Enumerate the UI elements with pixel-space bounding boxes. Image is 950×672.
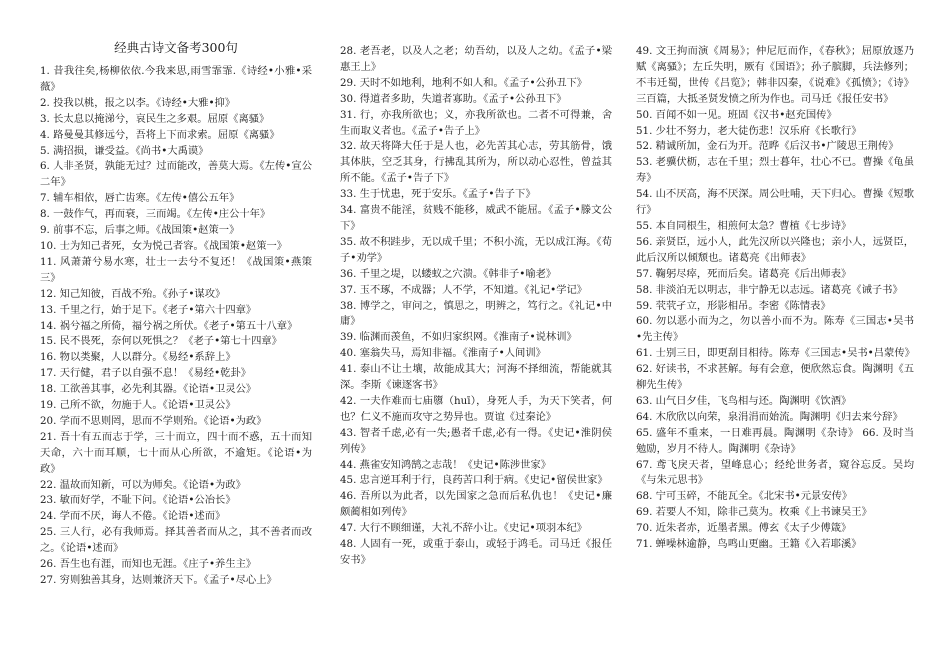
quote-item: 28. 老吾老，以及人之老；幼吾幼，以及人之幼。《孟子•梁惠王上》 (340, 45, 612, 73)
quote-item: 61. 士别三日，即更刮目相待。陈寿《三国志•吴书•吕蒙传》 (636, 347, 915, 360)
quote-item: 6. 人非圣贤，孰能无过？过而能改，善莫大焉。《左传•宣公二年》 (40, 160, 312, 189)
quote-item: 27. 穷则独善其身，达则兼济天下。《孟子•尽心上》 (40, 574, 277, 586)
quote-item: 71. 蝉噪林逾静，鸟鸣山更幽。王籍《入若耶溪》 (636, 538, 862, 551)
quote-item: 31. 行，亦我所欲也；义，亦我所欲也。二者不可得兼，舍生而取义者也。《孟子•告子上》 (340, 108, 612, 137)
quote-item: 3. 长太息以掩涕兮，哀民生之多艰。屈原《离骚》 (40, 112, 270, 125)
quote-item: 16. 物以类聚，人以群分。《易经•系辞上》 (40, 351, 236, 364)
quote-item: 50. 百闻不如一见。班固《汉书•赵充国传》 (636, 108, 837, 121)
quote-item: 63. 山气日夕佳，飞鸟相与还。陶渊明《饮酒》 (636, 394, 852, 407)
quote-item: 55. 本自同根生，相煎何太急？曹植《七步诗》 (636, 219, 852, 232)
quote-item: 49. 文王拘而演《周易》；仲尼厄而作，《春秋》；屈原放逐乃赋《离骚》；左丘失明，厥有《国语》；孙子膑脚，兵法修列；不韦迁蜀，世传《吕览》；韩非囚秦，《说难》《孤愤》；《诗》三百篇，大抵圣贤发愤之所为作也。司马迁《报任安书》 (636, 45, 915, 105)
quote-item: 35. 故不积跬步，无以成千里；不积小流，无以成江海。《荀子•劝学》 (340, 235, 612, 264)
quote-item: 69. 若要人不知，除非己莫为。枚乘《上书谏吴王》 (636, 506, 872, 519)
quote-item: 68. 宁可玉碎，不能瓦全。《北宋书•元景安传》 (636, 490, 853, 503)
quote-item: 57. 鞠躬尽瘁，死而后矣。诸葛亮《后出师表》 (636, 267, 852, 280)
quote-item: 25. 三人行，必有我师焉。择其善者而从之，其不善者而改之。《论语•述而》 (40, 526, 312, 555)
quote-item: 29. 天时不如地利，地利不如人和。《孟子•公孙丑下》 (340, 76, 588, 89)
quote-item: 43. 智者千虑,必有一失;愚者千虑,必有一得。《史记•淮阴侯列传》 (340, 426, 612, 455)
quote-item: 12. 知己知彼，百战不殆。《孙子•谋攻》 (40, 287, 226, 300)
quote-list-2 (340, 44, 612, 569)
quote-item: 56. 亲贤臣，远小人，此先汉所以兴隆也；亲小人，远贤臣，此后汉所以倾颓也。诸葛亮《出师表》 (636, 235, 914, 264)
quote-item: 53. 老骥伏枥，志在千里；烈士暮年，壮心不已。曹操《龟虽寿》 (636, 156, 914, 185)
quote-item: 58. 非淡泊无以明志，非宁静无以志远。诸葛亮《诫子书》 (636, 283, 903, 296)
quote-item: 62. 好读书，不求甚解。每有会意，便欣然忘食。陶渊明《五柳先生传》 (636, 363, 914, 392)
quote-item: 26. 吾生也有涯，而知也无涯。《庄子•养生主》 (40, 558, 257, 571)
quote-item: 42. 一夫作难而七庙隳（huī），身死人手，为天下笑者，何也？仁义不施而攻守之势异也。贾谊《过秦论》 (340, 394, 612, 423)
quote-list-3 (636, 44, 914, 553)
quote-item: 52. 精诚所加，金石为开。范晔《后汉书•广陵思王荆传》 (636, 140, 899, 153)
quote-item: 22. 温故而知新，可以为师矣。《论语•为政》 (40, 478, 246, 491)
quote-item: 60. 勿以恶小而为之，勿以善小而不为。陈寿《三国志•吴书•先主传》 (636, 315, 914, 344)
quote-item: 47. 大行不顾细谨，大礼不辞小让。《史记•项羽本纪》 (340, 522, 588, 535)
quote-item: 30. 得道者多助，失道者寡助。《孟子•公孙丑下》 (340, 92, 567, 105)
quote-item: 38. 博学之，审问之，慎思之，明辨之，笃行之。《礼记•中庸》 (340, 299, 612, 328)
quote-item: 46. 吾所以为此者，以先国家之急而后私仇也！《史记•廉颇蔺相如列传》 (340, 490, 612, 519)
quote-item: 41. 泰山不让土壤，故能成其大；河海不择细流，帮能就其深。李斯《谏逐客书》 (340, 363, 612, 392)
quote-item: 33. 生于忧患，死于安乐。《孟子•告子下》 (340, 188, 536, 201)
quote-item: 64. 木欣欣以向荣，泉涓涓而始流。陶渊明《归去来兮辞》 (636, 410, 903, 423)
quote-item: 9. 前事不忘，后事之师。《战国策•赵策一》 (40, 224, 240, 237)
quote-item: 39. 临渊而羡鱼，不如归家织网。《淮南子•说林训》 (340, 331, 577, 344)
quote-item: 51. 少壮不努力，老大徒伤悲！汉乐府《长歌行》 (636, 124, 862, 137)
quote-item: 13. 千里之行，始于足下。《老子•第六十四章》 (40, 303, 257, 316)
quote-item: 24. 学而不厌，诲人不倦。《论语•述而》 (40, 510, 226, 523)
quote-item: 14. 祸兮福之所倚，福兮祸之所伏。《老子•第五十八章》 (40, 319, 298, 332)
quote-item: 4. 路曼曼其修远兮，吾将上下而求索。屈原《离骚》 (40, 128, 280, 141)
quote-item: 36. 千里之堤，以蝼蚁之穴溃。《韩非子•喻老》 (340, 267, 557, 280)
quote-item: 59. 茕茕孑立，形影相吊。李密《陈情表》 (636, 299, 831, 312)
quote-list-1 (40, 64, 312, 589)
quote-item: 7. 辅车相依，唇亡齿寒。《左传•僖公五年》 (40, 192, 240, 205)
quote-item: 32. 故天将降大任于是人也，必先苦其心志，劳其筋骨，饿其体肤，空乏其身，行拂乱其所为，所以动心忍性，曾益其所不能。《孟子•告子下》 (340, 140, 612, 185)
quote-item: 5. 满招损，谦受益。《尚书•大禹谟》 (40, 144, 209, 157)
quote-item: 37. 玉不琢，不成器；人不学，不知道。《礼记•学记》 (340, 283, 588, 296)
quote-item: 19. 己所不欲，勿施于人。《论语•卫灵公》 (40, 399, 236, 412)
quote-item: 17. 天行健，君子以自强不息！《易经•乾卦》 (40, 367, 252, 380)
quote-item: 34. 富贵不能淫，贫贱不能移，威武不能屈。《孟子•滕文公下》 (340, 204, 612, 232)
quote-item: 21. 吾十有五而志于学，三十而立，四十而不惑，五十而知天命，六十而耳顺，七十而从心所欲，不逾矩。《论语•为政》 (40, 430, 312, 475)
page-title: 经典古诗文备考300句 (114, 40, 238, 55)
quote-item: 70. 近朱者赤，近墨者黑。傅玄《太子少傅箴》 (636, 522, 852, 535)
quote-item: 1. 昔我往矣,杨柳依依.今我来思,雨雪霏霏.《诗经•小雅•采薇》 (40, 65, 312, 93)
quote-item: 8. 一鼓作气，再而衰，三而竭。《左传•庄公十年》 (40, 208, 271, 221)
quote-item: 18. 工欲善其事，必先利其器。《论语•卫灵公》 (40, 383, 257, 396)
quote-item: 20. 学而不思则罔，思而不学则殆。《论语•为政》 (40, 414, 267, 427)
column-2 (340, 44, 612, 569)
quote-item: 65. 盛年不重来，一日难再晨。陶渊明《杂诗》 66. 及时当勉励，岁月不待人。陶渊明《杂诗》 (636, 426, 914, 455)
quote-item: 45. 忠言逆耳利于行，良药苦口利于病。《史记•留侯世家》 (340, 474, 608, 487)
quote-item: 48. 人固有一死，或重于泰山，或轻于鸿毛。司马迁《报任安书》 (340, 538, 612, 566)
quote-item: 40. 塞翁失马，焉知非福。《淮南子•人间训》 (340, 347, 546, 360)
quote-item: 44. 燕雀安知鸿鹄之志哉！《史记•陈涉世家》 (340, 458, 552, 471)
quote-item: 11. 风萧萧兮易水寒，壮士一去兮不复还！《战国策•燕策三》 (40, 255, 312, 284)
column-1 (40, 44, 312, 589)
column-3 (636, 44, 914, 553)
quote-item: 67. 鸢飞戾天者，望峰息心；经纶世务者，窥谷忘反。吴均《与朱元思书》 (636, 458, 914, 487)
quote-item: 15. 民不畏死，奈何以死惧之？《老子•第七十四章》 (40, 335, 282, 348)
quote-item: 10. 士为知己者死，女为悦己者容。《战国策•赵策一》 (40, 239, 288, 252)
quote-item: 54. 山不厌高，海不厌深。周公吐哺，天下归心。曹操《短歌行》 (636, 188, 914, 217)
quote-item: 23. 敏而好学，不耻下问。《论语•公冶长》 (40, 494, 236, 507)
quote-item: 2. 投我以桃，报之以李。《诗经•大雅•抑》 (40, 96, 236, 109)
